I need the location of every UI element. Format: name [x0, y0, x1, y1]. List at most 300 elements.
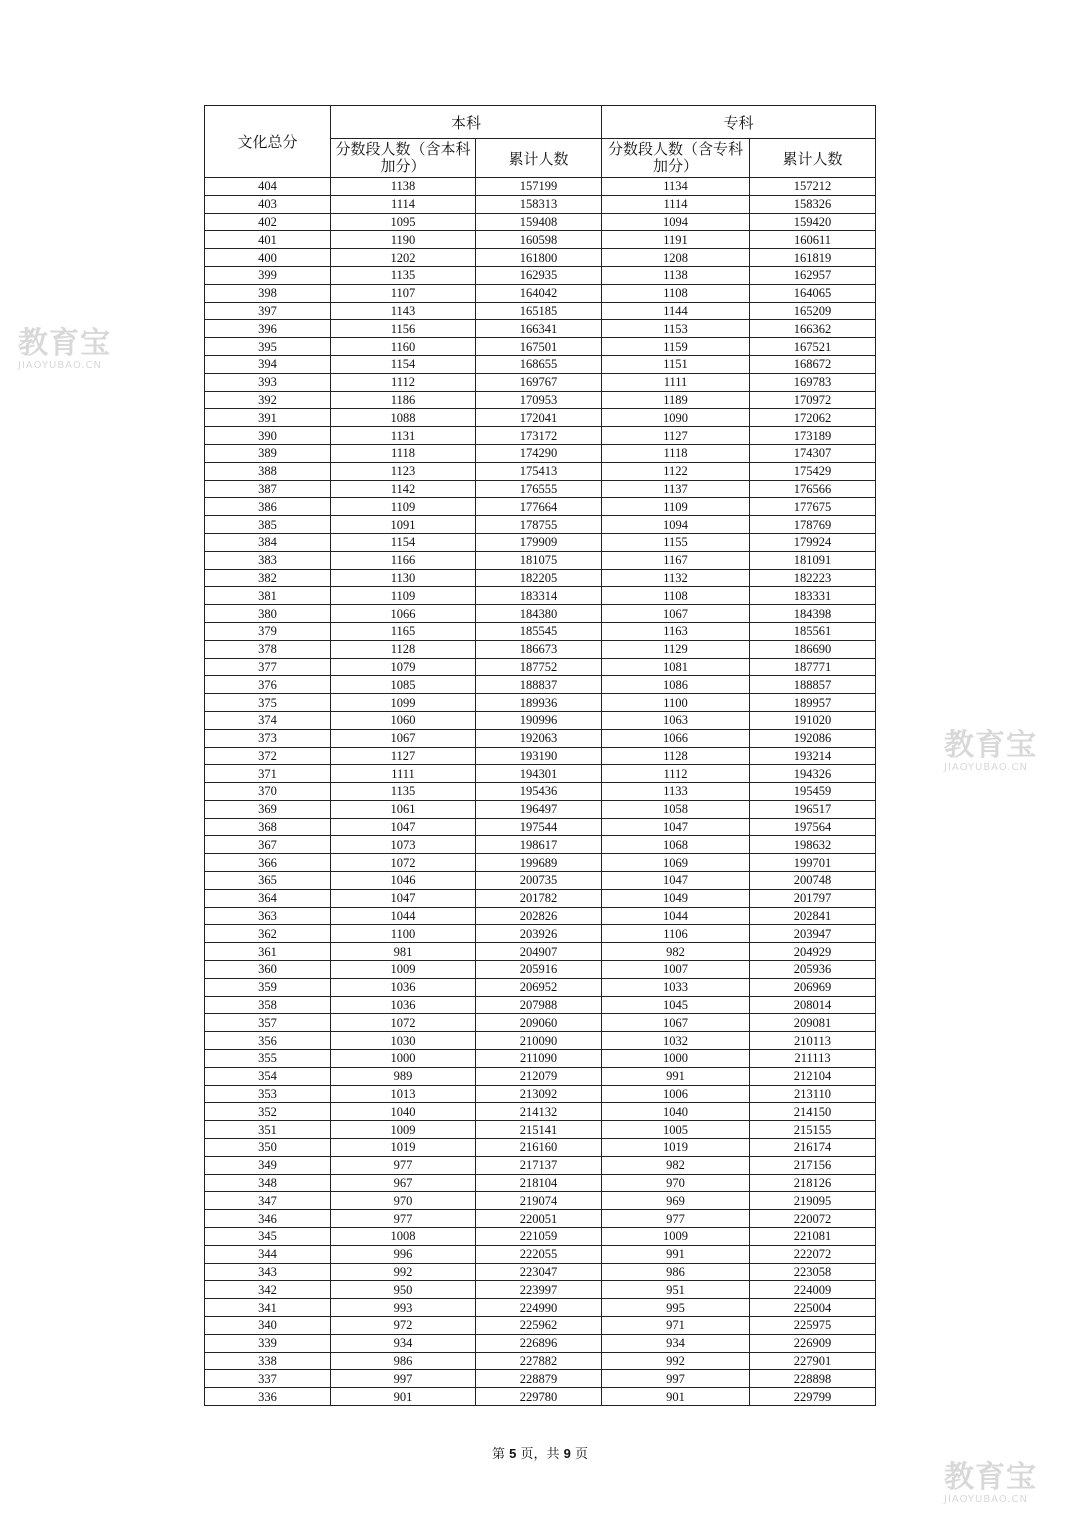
cell-zhuanke-cumulative: 184398: [750, 605, 876, 623]
table-row: [205, 391, 876, 409]
cell-total-score: 359: [205, 978, 331, 996]
cell-total-score: 373: [205, 729, 331, 747]
table-row: [205, 943, 876, 961]
cell-zhuanke-cumulative: 221081: [750, 1228, 876, 1246]
cell-benke-segment: 1138: [331, 178, 476, 196]
table-row: [205, 1050, 876, 1068]
cell-zhuanke-segment: 1063: [602, 711, 750, 729]
cell-benke-cumulative: 215141: [476, 1121, 602, 1139]
header-group-benke: 本科: [331, 106, 602, 139]
cell-total-score: 374: [205, 711, 331, 729]
cell-zhuanke-cumulative: 188857: [750, 676, 876, 694]
table-row: [205, 427, 876, 445]
cell-benke-cumulative: 186673: [476, 640, 602, 658]
cell-benke-segment: 1100: [331, 925, 476, 943]
cell-total-score: 397: [205, 302, 331, 320]
table-row: [205, 1067, 876, 1085]
cell-zhuanke-segment: 1128: [602, 747, 750, 765]
cell-zhuanke-cumulative: 182223: [750, 569, 876, 587]
cell-benke-cumulative: 167501: [476, 338, 602, 356]
cell-total-score: 393: [205, 373, 331, 391]
cell-zhuanke-segment: 1067: [602, 1014, 750, 1032]
cell-benke-segment: 1072: [331, 1014, 476, 1032]
watermark-text: 教育宝: [18, 326, 111, 361]
table-row: [205, 1228, 876, 1246]
header-zhuanke-cumulative: 累计人数: [750, 139, 876, 178]
cell-benke-segment: 1067: [331, 729, 476, 747]
cell-benke-cumulative: 211090: [476, 1050, 602, 1068]
table-row: [205, 355, 876, 373]
cell-zhuanke-cumulative: 176566: [750, 480, 876, 498]
table-row: [205, 925, 876, 943]
cell-zhuanke-cumulative: 222072: [750, 1245, 876, 1263]
cell-zhuanke-segment: 1047: [602, 818, 750, 836]
cell-total-score: 379: [205, 622, 331, 640]
cell-total-score: 344: [205, 1245, 331, 1263]
table-row: [205, 533, 876, 551]
cell-zhuanke-cumulative: 175429: [750, 462, 876, 480]
cell-zhuanke-segment: 1122: [602, 462, 750, 480]
cell-zhuanke-cumulative: 201797: [750, 889, 876, 907]
cell-zhuanke-cumulative: 224009: [750, 1281, 876, 1299]
cell-zhuanke-segment: 995: [602, 1299, 750, 1317]
table-row: [205, 1245, 876, 1263]
cell-benke-segment: 1154: [331, 355, 476, 373]
cell-benke-cumulative: 174290: [476, 444, 602, 462]
cell-zhuanke-segment: 1137: [602, 480, 750, 498]
cell-benke-segment: 1036: [331, 978, 476, 996]
cell-total-score: 382: [205, 569, 331, 587]
cell-benke-segment: 1009: [331, 1121, 476, 1139]
cell-total-score: 385: [205, 516, 331, 534]
cell-benke-segment: 1085: [331, 676, 476, 694]
cell-total-score: 383: [205, 551, 331, 569]
cell-benke-cumulative: 187752: [476, 658, 602, 676]
cell-zhuanke-cumulative: 185561: [750, 622, 876, 640]
score-distribution-table: [204, 105, 876, 1406]
cell-benke-segment: 1127: [331, 747, 476, 765]
cell-total-score: 369: [205, 800, 331, 818]
cell-total-score: 337: [205, 1370, 331, 1388]
table-row: [205, 231, 876, 249]
cell-zhuanke-cumulative: 225975: [750, 1317, 876, 1335]
cell-zhuanke-segment: 1111: [602, 373, 750, 391]
cell-benke-segment: 1030: [331, 1032, 476, 1050]
cell-zhuanke-segment: 1044: [602, 907, 750, 925]
cell-zhuanke-cumulative: 200748: [750, 872, 876, 890]
cell-benke-cumulative: 203926: [476, 925, 602, 943]
cell-benke-cumulative: 219074: [476, 1192, 602, 1210]
cell-benke-cumulative: 209060: [476, 1014, 602, 1032]
cell-zhuanke-segment: 1058: [602, 800, 750, 818]
cell-zhuanke-cumulative: 189957: [750, 694, 876, 712]
cell-benke-cumulative: 177664: [476, 498, 602, 516]
cell-benke-cumulative: 183314: [476, 587, 602, 605]
cell-zhuanke-segment: 1144: [602, 302, 750, 320]
cell-zhuanke-segment: 991: [602, 1067, 750, 1085]
cell-benke-cumulative: 221059: [476, 1228, 602, 1246]
cell-zhuanke-segment: 992: [602, 1352, 750, 1370]
cell-benke-segment: 1202: [331, 249, 476, 267]
cell-benke-cumulative: 224990: [476, 1299, 602, 1317]
cell-benke-cumulative: 182205: [476, 569, 602, 587]
cell-benke-cumulative: 159408: [476, 213, 602, 231]
cell-zhuanke-cumulative: 166362: [750, 320, 876, 338]
cell-zhuanke-segment: 1108: [602, 284, 750, 302]
table-row: [205, 1388, 876, 1406]
cell-total-score: 376: [205, 676, 331, 694]
cell-benke-cumulative: 157199: [476, 178, 602, 196]
cell-total-score: 355: [205, 1050, 331, 1068]
cell-total-score: 360: [205, 961, 331, 979]
cell-benke-segment: 1091: [331, 516, 476, 534]
cell-benke-cumulative: 227882: [476, 1352, 602, 1370]
cell-zhuanke-segment: 1033: [602, 978, 750, 996]
cell-total-score: 378: [205, 640, 331, 658]
cell-total-score: 387: [205, 480, 331, 498]
watermark-text: 教育宝: [944, 1460, 1037, 1495]
table-row: [205, 266, 876, 284]
cell-benke-cumulative: 229780: [476, 1388, 602, 1406]
table-row: [205, 249, 876, 267]
cell-benke-segment: 1040: [331, 1103, 476, 1121]
cell-zhuanke-cumulative: 204929: [750, 943, 876, 961]
cell-benke-cumulative: 169767: [476, 373, 602, 391]
cell-zhuanke-segment: 1032: [602, 1032, 750, 1050]
table-row: [205, 569, 876, 587]
cell-total-score: 380: [205, 605, 331, 623]
table-row: [205, 1352, 876, 1370]
table-row: [205, 338, 876, 356]
cell-zhuanke-cumulative: 167521: [750, 338, 876, 356]
table-row: [205, 320, 876, 338]
cell-total-score: 381: [205, 587, 331, 605]
cell-benke-segment: 1036: [331, 996, 476, 1014]
table-row: [205, 1192, 876, 1210]
table-row: [205, 302, 876, 320]
cell-total-score: 350: [205, 1139, 331, 1157]
cell-zhuanke-cumulative: 179924: [750, 533, 876, 551]
cell-zhuanke-cumulative: 227901: [750, 1352, 876, 1370]
cell-total-score: 353: [205, 1085, 331, 1103]
cell-zhuanke-cumulative: 216174: [750, 1139, 876, 1157]
cell-total-score: 351: [205, 1121, 331, 1139]
cell-zhuanke-segment: 1109: [602, 498, 750, 516]
table-row: [205, 1139, 876, 1157]
cell-benke-cumulative: 205916: [476, 961, 602, 979]
table-row: [205, 195, 876, 213]
page-footer: [0, 1443, 1080, 1462]
cell-zhuanke-cumulative: 199701: [750, 854, 876, 872]
cell-zhuanke-cumulative: 229799: [750, 1388, 876, 1406]
cell-zhuanke-segment: 1127: [602, 427, 750, 445]
cell-total-score: 366: [205, 854, 331, 872]
cell-benke-segment: 1099: [331, 694, 476, 712]
cell-benke-cumulative: 202826: [476, 907, 602, 925]
cell-benke-segment: 1109: [331, 587, 476, 605]
cell-total-score: 364: [205, 889, 331, 907]
cell-zhuanke-cumulative: 226909: [750, 1334, 876, 1352]
table-row: [205, 729, 876, 747]
cell-benke-segment: 1061: [331, 800, 476, 818]
cell-benke-cumulative: 194301: [476, 765, 602, 783]
cell-benke-segment: 997: [331, 1370, 476, 1388]
cell-total-score: 372: [205, 747, 331, 765]
table-row: [205, 1299, 876, 1317]
cell-benke-segment: 1135: [331, 266, 476, 284]
cell-zhuanke-cumulative: 215155: [750, 1121, 876, 1139]
cell-zhuanke-cumulative: 192086: [750, 729, 876, 747]
table-row: [205, 1014, 876, 1032]
cell-total-score: 347: [205, 1192, 331, 1210]
cell-benke-cumulative: 200735: [476, 872, 602, 890]
cell-benke-cumulative: 213092: [476, 1085, 602, 1103]
cell-total-score: 404: [205, 178, 331, 196]
watermark-bottom: [944, 1462, 1037, 1505]
watermark-domain: JIAOYUBAO.CN: [944, 762, 1028, 773]
cell-benke-cumulative: 164042: [476, 284, 602, 302]
cell-zhuanke-segment: 1129: [602, 640, 750, 658]
cell-zhuanke-segment: 1069: [602, 854, 750, 872]
cell-benke-segment: 1112: [331, 373, 476, 391]
cell-total-score: 348: [205, 1174, 331, 1192]
header-total-score: 文化总分: [205, 106, 331, 178]
cell-benke-cumulative: 161800: [476, 249, 602, 267]
table-row: [205, 747, 876, 765]
cell-benke-cumulative: 201782: [476, 889, 602, 907]
cell-total-score: 401: [205, 231, 331, 249]
cell-zhuanke-segment: 1163: [602, 622, 750, 640]
watermark-domain: JIAOYUBAO.CN: [18, 360, 102, 371]
cell-total-score: 336: [205, 1388, 331, 1406]
cell-benke-cumulative: 175413: [476, 462, 602, 480]
cell-zhuanke-segment: 1094: [602, 516, 750, 534]
table-row: [205, 765, 876, 783]
cell-zhuanke-segment: 1208: [602, 249, 750, 267]
table-row: [205, 284, 876, 302]
cell-zhuanke-cumulative: 218126: [750, 1174, 876, 1192]
cell-zhuanke-cumulative: 211113: [750, 1050, 876, 1068]
cell-zhuanke-cumulative: 187771: [750, 658, 876, 676]
table-body: [205, 178, 876, 1406]
cell-benke-segment: 1046: [331, 872, 476, 890]
cell-zhuanke-segment: 1045: [602, 996, 750, 1014]
cell-zhuanke-segment: 997: [602, 1370, 750, 1388]
cell-zhuanke-segment: 1138: [602, 266, 750, 284]
cell-total-score: 395: [205, 338, 331, 356]
cell-zhuanke-cumulative: 196517: [750, 800, 876, 818]
cell-zhuanke-cumulative: 206969: [750, 978, 876, 996]
table-row: [205, 213, 876, 231]
cell-total-score: 388: [205, 462, 331, 480]
cell-total-score: 394: [205, 355, 331, 373]
cell-zhuanke-segment: 1108: [602, 587, 750, 605]
cell-benke-segment: 950: [331, 1281, 476, 1299]
cell-zhuanke-segment: 1009: [602, 1228, 750, 1246]
cell-zhuanke-cumulative: 205936: [750, 961, 876, 979]
cell-zhuanke-cumulative: 209081: [750, 1014, 876, 1032]
cell-total-score: 361: [205, 943, 331, 961]
cell-zhuanke-cumulative: 197564: [750, 818, 876, 836]
table-row: [205, 1210, 876, 1228]
cell-total-score: 389: [205, 444, 331, 462]
table-row: [205, 1103, 876, 1121]
cell-benke-segment: 1130: [331, 569, 476, 587]
cell-zhuanke-segment: 1114: [602, 195, 750, 213]
cell-benke-segment: 1073: [331, 836, 476, 854]
cell-zhuanke-cumulative: 164065: [750, 284, 876, 302]
cell-zhuanke-segment: 1132: [602, 569, 750, 587]
cell-benke-cumulative: 179909: [476, 533, 602, 551]
cell-zhuanke-segment: 982: [602, 1156, 750, 1174]
footer-middle: 页，共: [516, 1447, 564, 1462]
cell-zhuanke-cumulative: 212104: [750, 1067, 876, 1085]
watermark-domain: JIAOYUBAO.CN: [944, 1494, 1028, 1505]
cell-zhuanke-segment: 969: [602, 1192, 750, 1210]
cell-zhuanke-segment: 1047: [602, 872, 750, 890]
cell-total-score: 371: [205, 765, 331, 783]
cell-zhuanke-segment: 991: [602, 1245, 750, 1263]
cell-benke-cumulative: 226896: [476, 1334, 602, 1352]
cell-zhuanke-cumulative: 159420: [750, 213, 876, 231]
table-row: [205, 1370, 876, 1388]
cell-benke-cumulative: 220051: [476, 1210, 602, 1228]
table-row: [205, 462, 876, 480]
cell-total-score: 368: [205, 818, 331, 836]
cell-total-score: 384: [205, 533, 331, 551]
cell-total-score: 391: [205, 409, 331, 427]
cell-benke-segment: 1047: [331, 818, 476, 836]
cell-zhuanke-cumulative: 174307: [750, 444, 876, 462]
cell-zhuanke-cumulative: 162957: [750, 266, 876, 284]
table-row: [205, 978, 876, 996]
cell-benke-cumulative: 206952: [476, 978, 602, 996]
cell-total-score: 386: [205, 498, 331, 516]
cell-zhuanke-cumulative: 186690: [750, 640, 876, 658]
cell-zhuanke-segment: 1005: [602, 1121, 750, 1139]
table-row: [205, 783, 876, 801]
cell-zhuanke-cumulative: 225004: [750, 1299, 876, 1317]
cell-benke-cumulative: 195436: [476, 783, 602, 801]
cell-zhuanke-segment: 1049: [602, 889, 750, 907]
cell-zhuanke-segment: 1067: [602, 605, 750, 623]
cell-benke-segment: 989: [331, 1067, 476, 1085]
cell-zhuanke-segment: 1191: [602, 231, 750, 249]
cell-benke-cumulative: 207988: [476, 996, 602, 1014]
table-row: [205, 996, 876, 1014]
cell-zhuanke-cumulative: 219095: [750, 1192, 876, 1210]
cell-benke-segment: 1142: [331, 480, 476, 498]
table-row: [205, 516, 876, 534]
cell-benke-segment: 1009: [331, 961, 476, 979]
footer-total-pages: 9: [563, 1446, 571, 1461]
cell-zhuanke-segment: 934: [602, 1334, 750, 1352]
cell-benke-cumulative: 218104: [476, 1174, 602, 1192]
cell-benke-cumulative: 160598: [476, 231, 602, 249]
table-row: [205, 1317, 876, 1335]
cell-benke-segment: 1013: [331, 1085, 476, 1103]
cell-total-score: 400: [205, 249, 331, 267]
cell-zhuanke-segment: 1006: [602, 1085, 750, 1103]
cell-benke-cumulative: 185545: [476, 622, 602, 640]
cell-zhuanke-cumulative: 181091: [750, 551, 876, 569]
cell-zhuanke-cumulative: 169783: [750, 373, 876, 391]
cell-total-score: 399: [205, 266, 331, 284]
cell-benke-segment: 1156: [331, 320, 476, 338]
header-benke-cumulative: 累计人数: [476, 139, 602, 178]
header-zhuanke-segment: 分数段人数（含专科加分）: [602, 139, 750, 178]
cell-benke-cumulative: 173172: [476, 427, 602, 445]
watermark-right: [944, 730, 1037, 773]
table-row: [205, 444, 876, 462]
table-row: [205, 1085, 876, 1103]
cell-benke-cumulative: 193190: [476, 747, 602, 765]
table-row: [205, 961, 876, 979]
cell-zhuanke-cumulative: 217156: [750, 1156, 876, 1174]
cell-benke-cumulative: 199689: [476, 854, 602, 872]
cell-benke-cumulative: 228879: [476, 1370, 602, 1388]
cell-benke-cumulative: 166341: [476, 320, 602, 338]
cell-benke-segment: 1095: [331, 213, 476, 231]
cell-total-score: 341: [205, 1299, 331, 1317]
cell-zhuanke-cumulative: 228898: [750, 1370, 876, 1388]
table-row: [205, 409, 876, 427]
cell-zhuanke-cumulative: 168672: [750, 355, 876, 373]
watermark-left: [18, 328, 111, 371]
cell-benke-segment: 1128: [331, 640, 476, 658]
cell-total-score: 343: [205, 1263, 331, 1281]
cell-total-score: 392: [205, 391, 331, 409]
table-row: [205, 1032, 876, 1050]
cell-zhuanke-cumulative: 203947: [750, 925, 876, 943]
cell-zhuanke-segment: 951: [602, 1281, 750, 1299]
cell-zhuanke-segment: 1133: [602, 783, 750, 801]
cell-zhuanke-segment: 1040: [602, 1103, 750, 1121]
cell-zhuanke-segment: 970: [602, 1174, 750, 1192]
cell-benke-cumulative: 192063: [476, 729, 602, 747]
cell-benke-cumulative: 214132: [476, 1103, 602, 1121]
table-row: [205, 694, 876, 712]
cell-total-score: 377: [205, 658, 331, 676]
cell-benke-cumulative: 223047: [476, 1263, 602, 1281]
table-row: [205, 872, 876, 890]
table-row: [205, 711, 876, 729]
cell-total-score: 370: [205, 783, 331, 801]
cell-benke-cumulative: 223997: [476, 1281, 602, 1299]
table-row: [205, 907, 876, 925]
cell-benke-segment: 1154: [331, 533, 476, 551]
table-row: [205, 836, 876, 854]
cell-benke-segment: 993: [331, 1299, 476, 1317]
table-row: [205, 1281, 876, 1299]
cell-zhuanke-cumulative: 214150: [750, 1103, 876, 1121]
cell-zhuanke-segment: 901: [602, 1388, 750, 1406]
cell-total-score: 349: [205, 1156, 331, 1174]
cell-benke-segment: 981: [331, 943, 476, 961]
cell-zhuanke-cumulative: 223058: [750, 1263, 876, 1281]
cell-benke-cumulative: 210090: [476, 1032, 602, 1050]
header-benke-segment: 分数段人数（含本科加分）: [331, 139, 476, 178]
cell-zhuanke-segment: 1090: [602, 409, 750, 427]
table-row: [205, 854, 876, 872]
cell-benke-segment: 1044: [331, 907, 476, 925]
cell-benke-segment: 970: [331, 1192, 476, 1210]
cell-benke-segment: 1066: [331, 605, 476, 623]
table-row: [205, 622, 876, 640]
cell-zhuanke-segment: 1153: [602, 320, 750, 338]
cell-total-score: 362: [205, 925, 331, 943]
cell-zhuanke-cumulative: 173189: [750, 427, 876, 445]
